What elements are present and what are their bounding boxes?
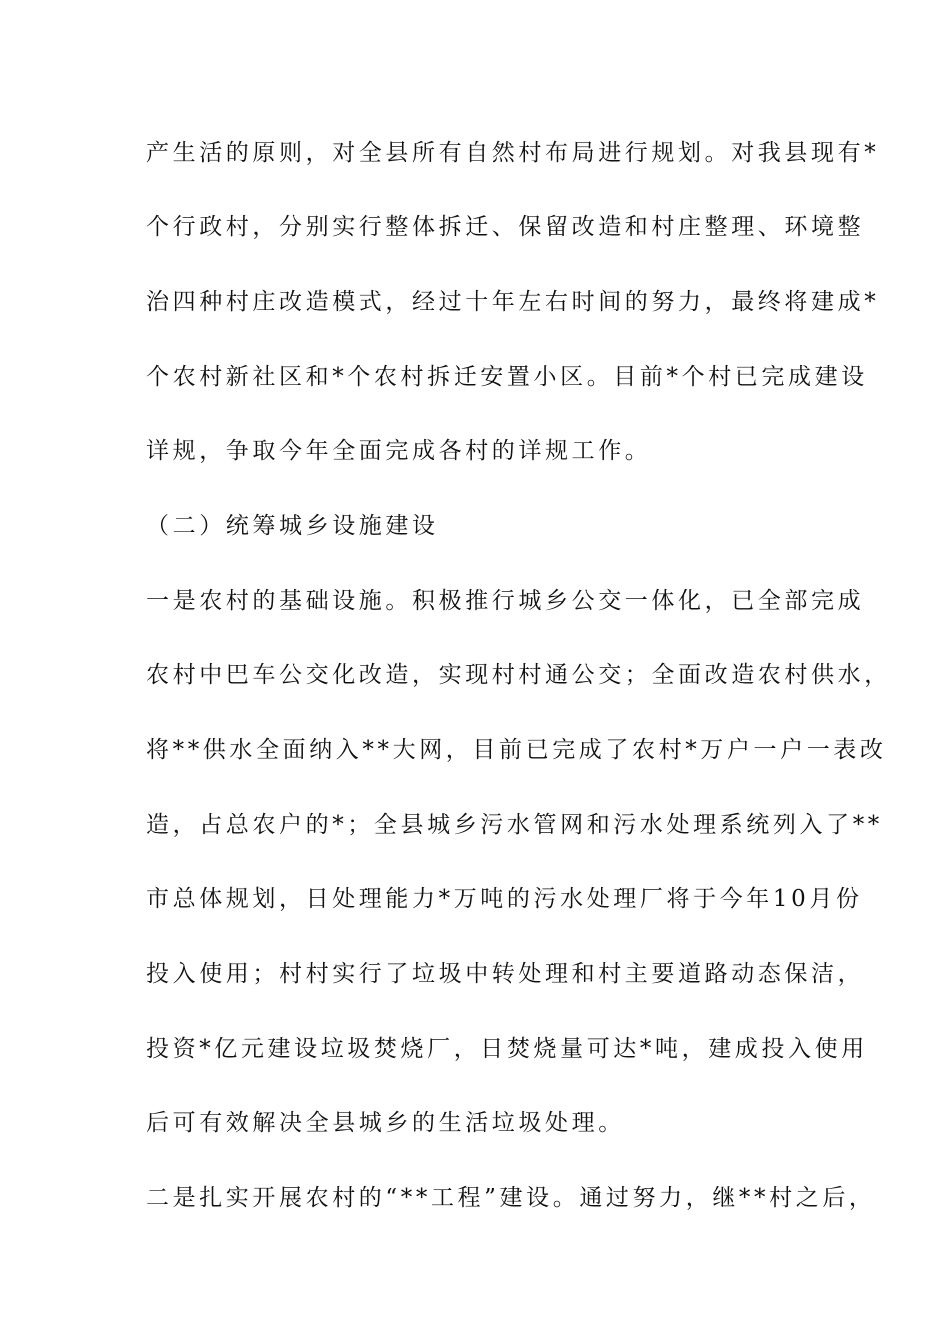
section-heading: （二）统筹城乡设施建设	[146, 513, 439, 539]
text-line-2: 个行政村，分别实行整体拆迁、保留改造和村庄整理、环境整	[146, 214, 865, 240]
text-line-9: 将**供水全面纳入**大网，目前已完成了农村*万户一户一表改	[146, 737, 887, 763]
text-line-14: 后可有效解决全县城乡的生活垃圾处理。	[146, 1110, 625, 1136]
text-line-4: 个农村新社区和*个农村拆迁安置小区。目前*个村已完成建设	[146, 364, 868, 390]
text-line-8: 农村中巴车公交化改造，实现村村通公交；全面改造农村供水，	[146, 662, 891, 688]
text-line-15: 二是扎实开展农村的“**工程”建设。通过努力，继**村之后，	[146, 1185, 876, 1211]
text-line-1: 产生活的原则，对全县所有自然村布局进行规划。对我县现有*	[146, 140, 880, 166]
text-line-7: 一是农村的基础设施。积极推行城乡公交一体化，已全部完成	[146, 588, 865, 614]
text-line-10: 造，占总农户的*；全县城乡污水管网和污水处理系统列入了**	[146, 812, 883, 838]
text-line-11: 市总体规划，日处理能力*万吨的污水处理厂将于今年10月份	[146, 886, 863, 912]
text-line-3: 治四种村庄改造模式，经过十年左右时间的努力，最终将建成*	[146, 289, 880, 315]
text-line-5: 详规，争取今年全面完成各村的详规工作。	[146, 438, 652, 464]
text-line-13: 投资*亿元建设垃圾焚烧厂，日焚烧量可达*吨，建成投入使用	[146, 1036, 868, 1062]
text-line-12: 投入使用；村村实行了垃圾中转处理和村主要道路动态保洁，	[146, 961, 865, 987]
